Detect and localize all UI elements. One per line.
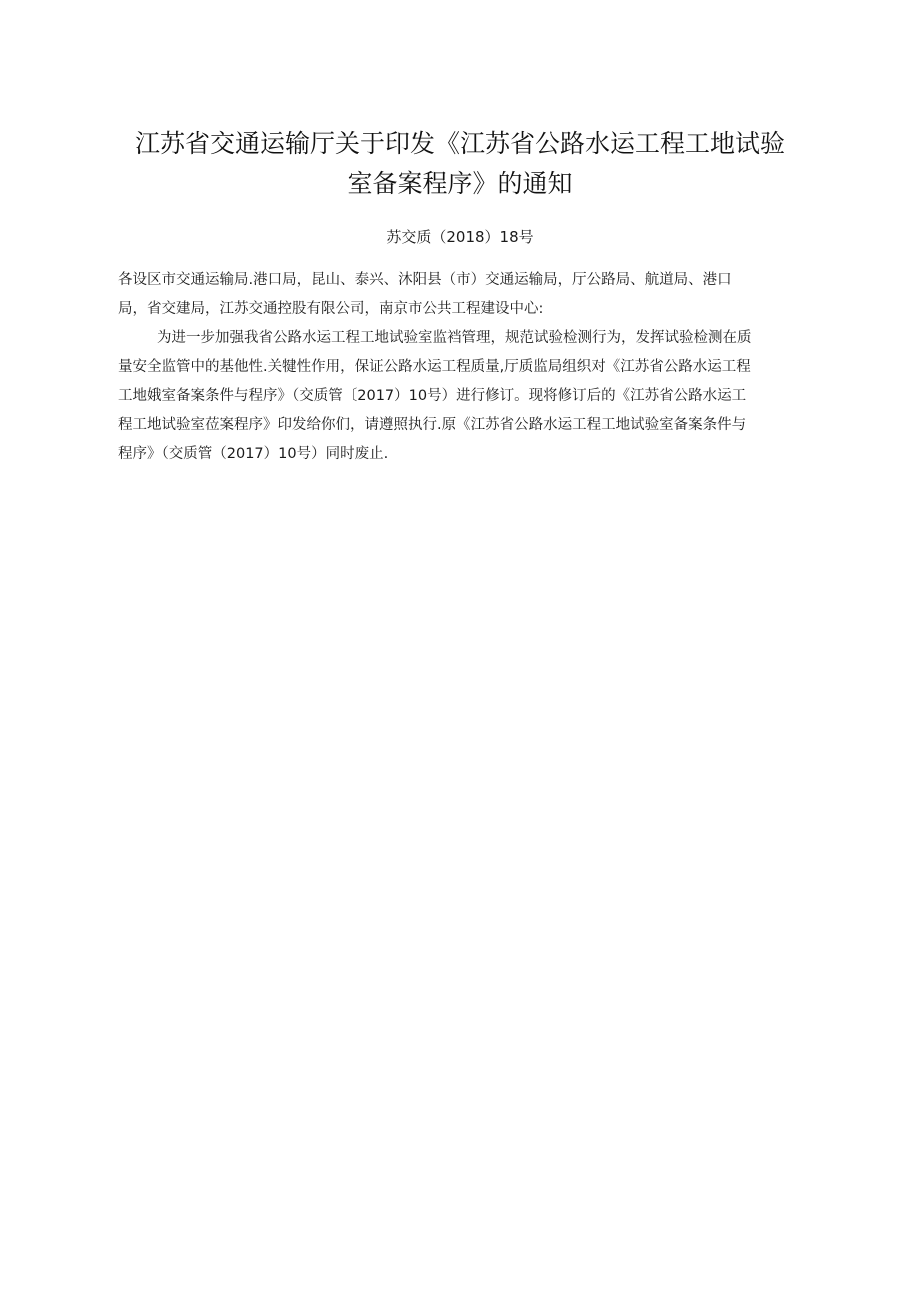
addressee-paragraph bbox=[118, 266, 808, 324]
body-line-4: 程工地试验室莅案程序》印发给你们，请遵照执行.原《江苏省公路水运工程工地试验室备案条件与 bbox=[118, 417, 747, 433]
addressee-line-1: 各设区市交通运输局.港口局，昆山、泰兴、沐阳县（市）交通运输局，厅公路局、航道局、港口 bbox=[118, 272, 732, 288]
body-line-3: 工地娥室备案条件与程序》（交质管〔2017）10号）进行修订。现将修订后的《江苏省公路水运工 bbox=[118, 388, 747, 404]
main-paragraph bbox=[118, 324, 808, 469]
document-title bbox=[110, 124, 810, 204]
addressee-line-2: 局，省交建局，江苏交通控股有限公司，南京市公共工程建设中心: bbox=[118, 301, 544, 317]
body-line-1: 为进一步加强我省公路水运工程工地试验室监裆管理，规范试验检测行为，发挥试验检测在质 bbox=[157, 330, 752, 346]
body-line-5: 程序》（交质管（2017）10号）同时废止. bbox=[118, 446, 389, 462]
title-line-2: 室备案程序》的通知 bbox=[347, 169, 573, 198]
document-body bbox=[118, 266, 808, 469]
body-line-2: 量安全监管中的基他性.关犍性作用，保证公路水运工程质量,厅质监局组织对《江苏省公路水运工程 bbox=[118, 359, 751, 375]
document-number: 苏交质（2018）18号 bbox=[386, 228, 534, 246]
title-line-1: 江苏省交通运输厅关于印发《江苏省公路水运工程工地试验 bbox=[134, 129, 785, 158]
